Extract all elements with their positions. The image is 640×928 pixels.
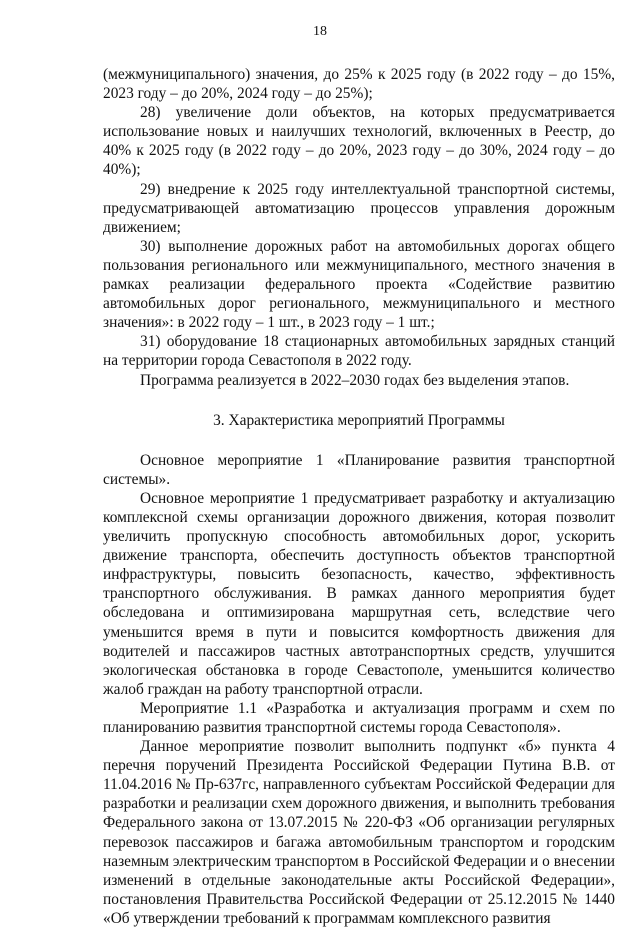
page-number: 18	[313, 24, 327, 39]
paragraph: Мероприятие 1.1 «Разработка и актуализация программ и схем по планированию развития транспортной системы города Севастополя».	[103, 699, 615, 736]
paragraph: Основное мероприятие 1 предусматривает разработку и актуализацию комплексной схемы организации дорожного движения, которая позволит увеличить пропускную способность автомобильных дорог, ускорить движение транспорта, обеспечить доступность объектов транспортной инфраструктуры, повысить безопасность, качество, эффективность транспортного обслуживания. В рамках данного мероприятия будет обследована и оптимизирована маршрутная сеть, вследствие чего уменьшится время в пути и повысится комфортность движения для водителей и пассажиров частных автотранспортных средств, улучшится экологическая обстановка в городе Севастополе, уменьшится количество жалоб граждан на работу транспортной отрасли.	[103, 489, 615, 698]
paragraph: 28) увеличение доли объектов, на которых предусматривается использование новых и наилучших технологий, включенных в Реестр, до 40% к 2025 году (в 2022 году – до 20%, 2023 году – до 30%, 2024 году – до 40%);	[103, 104, 615, 179]
paragraph: Программа реализуется в 2022–2030 годах без выделения этапов.	[140, 371, 570, 389]
paragraph: Данное мероприятие позволит выполнить подпункт «б» пункта 4 перечня поручений Президента Российской Федерации Путина В.В. от 11.04.2016 № Пр-637гс, направленного субъектам Российской Федерации для разработки и реализации схем дорожного движения, и выполнить требования Федерального закона от 13.07.2015 № 220-ФЗ «Об организации регулярных перевозок пассажиров и багажа автомобильным транспортом и городским наземным электрическим транспортом в Российской Федерации и о внесении изменений в отдельные законодательные акты Российской Федерации», постановления Правительства Российской Федерации от 25.12.2015 № 1440 «Об утверждении требований к программам комплексного развития	[103, 738, 615, 927]
paragraph: 31) оборудование 18 стационарных автомобильных зарядных станций на территории города Севастополя в 2022 году.	[103, 333, 615, 370]
document-body	[103, 65, 615, 928]
paragraph: (межмуниципального) значения, до 25% к 2025 году (в 2022 году – до 15%, 2023 году – до 20%, 2024 году – до 25%);	[103, 66, 615, 103]
paragraph: 29) внедрение к 2025 году интеллектуальной транспортной системы, предусматривающей автоматизацию процессов управления дорожным движением;	[103, 180, 615, 236]
section-heading: 3. Характеристика мероприятий Программы	[213, 411, 505, 429]
paragraph: Основное мероприятие 1 «Планирование развития транспортной системы».	[103, 451, 615, 488]
paragraph: 30) выполнение дорожных работ на автомобильных дорогах общего пользования регионального или межмуниципального, местного значения в рамках реализации федерального проекта «Содействие развитию автомобильных дорог регионального, межмуниципального и местного значения»: в 2022 году – 1 шт., в 2023 году – 1 шт.;	[103, 237, 615, 332]
